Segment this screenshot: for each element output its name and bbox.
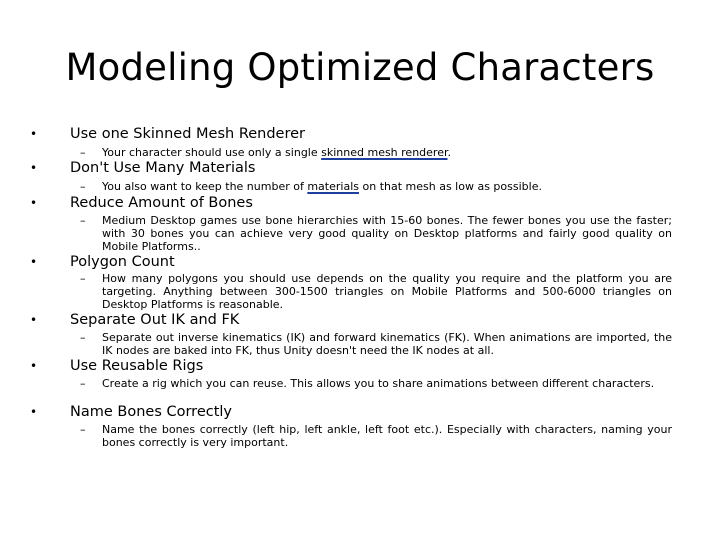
bullet-subtext: How many polygons you should use depends on the quality you require and the platform you are targeting. Anything between 300-1500 triangles on Mobile Platforms and 500-6000 triangles on Desktop Platforms is reasonable. — [102, 272, 672, 311]
bullet-subtext — [102, 180, 672, 193]
bullet-heading: Separate Out IK and FK — [70, 312, 240, 328]
dash-icon: – — [80, 331, 86, 344]
bullet-heading: Don't Use Many Materials — [70, 160, 256, 176]
subtext-after: on that mesh as low as possible. — [359, 180, 542, 193]
bullet-icon: • — [30, 196, 38, 210]
materials-link[interactable]: materials — [307, 180, 359, 193]
bullet-heading: Polygon Count — [70, 254, 175, 270]
dash-icon: – — [80, 214, 86, 227]
subtext-before: You also want to keep the number of — [102, 180, 308, 193]
dash-icon: – — [80, 377, 86, 390]
dash-icon: – — [80, 146, 86, 159]
dash-icon: – — [80, 423, 86, 436]
bullet-heading: Reduce Amount of Bones — [70, 195, 253, 211]
bullet-heading: Name Bones Correctly — [70, 404, 233, 420]
bullet-icon: • — [30, 127, 38, 141]
bullet-icon: • — [30, 359, 38, 373]
subtext-after: . — [447, 146, 451, 159]
bullet-subtext: Name the bones correctly (left hip, left ankle, left foot etc.). Especially with characters, naming your bones correctly is very important. — [102, 423, 672, 449]
bullet-heading: Use one Skinned Mesh Renderer — [70, 126, 306, 142]
bullet-subtext: Medium Desktop games use bone hierarchies with 15-60 bones. The fewer bones you use the faster; with 30 bones you can achieve very good quality on Desktop platforms and fairly good quality on Mobile Platforms.. — [102, 214, 672, 253]
bullet-icon: • — [30, 161, 38, 175]
dash-icon: – — [80, 180, 86, 193]
slide-title: Modeling Optimized Characters — [65, 46, 655, 89]
bullet-subtext: Separate out inverse kinematics (IK) and forward kinematics (FK). When animations are imported, the IK nodes are baked into FK, thus Unity doesn't need the IK nodes at all. — [102, 331, 672, 357]
skinned-mesh-renderer-link[interactable]: skinned mesh renderer — [321, 146, 448, 159]
bullet-heading: Use Reusable Rigs — [70, 358, 204, 374]
bullet-subtext: Create a rig which you can reuse. This allows you to share animations between different characters. — [102, 377, 655, 390]
dash-icon: – — [80, 272, 86, 285]
bullet-icon: • — [30, 255, 38, 269]
subtext-before: Your character should use only a single — [102, 146, 322, 159]
bullet-icon: • — [30, 313, 38, 327]
bullet-icon: • — [30, 405, 38, 419]
